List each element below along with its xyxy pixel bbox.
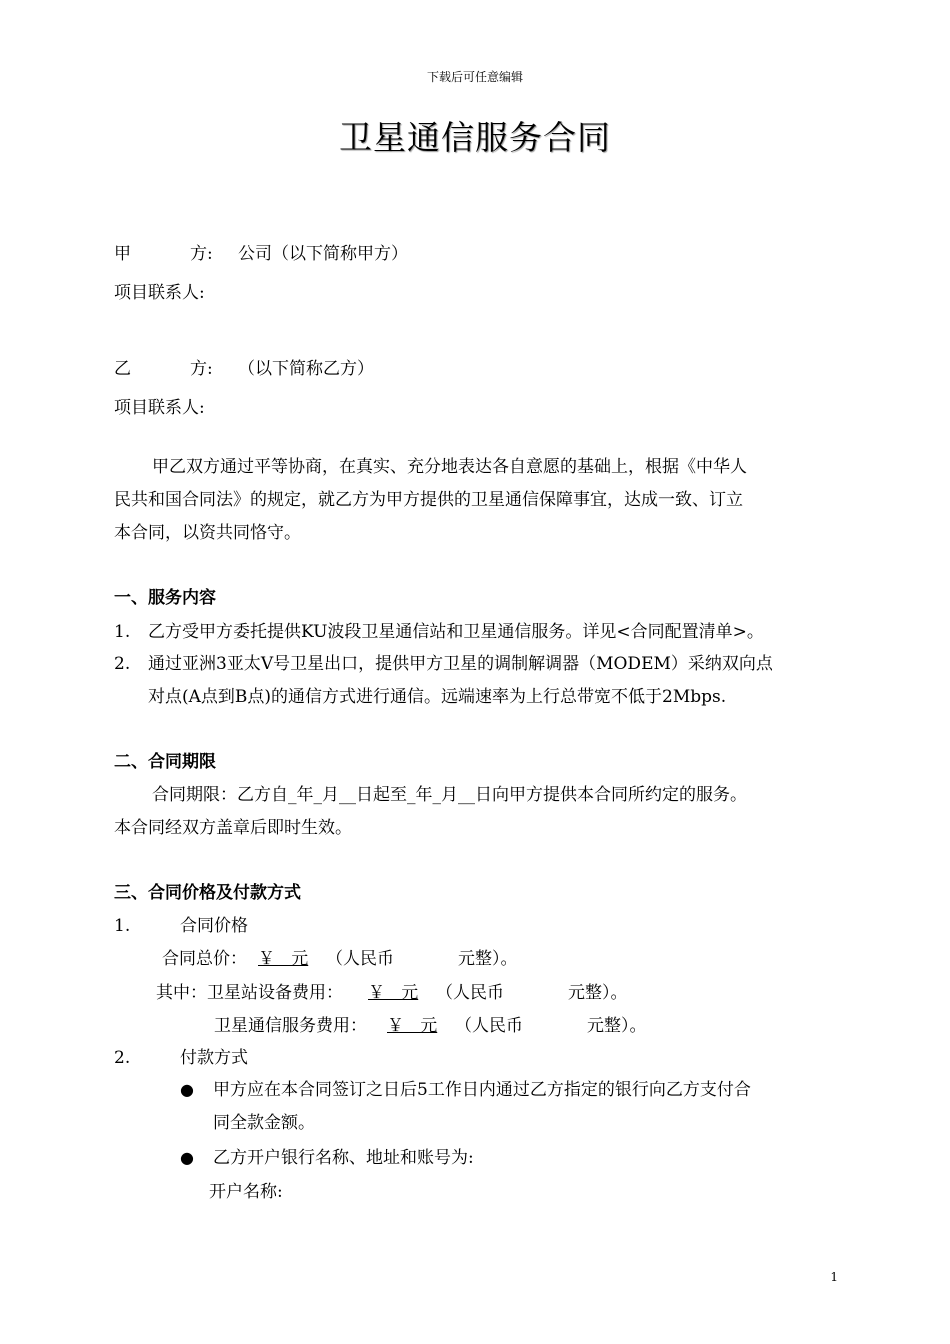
section-3-sub-1-number: 1.	[114, 916, 131, 936]
service-fee-rmb: （人民币	[455, 1016, 523, 1036]
section-1-item-1-number: 1.	[114, 622, 131, 642]
party-a-name: 公司（以下简称甲方）	[238, 244, 408, 264]
party-a-label-char2: 方:	[190, 244, 213, 264]
account-name-label: 开户名称:	[209, 1182, 283, 1202]
party-b-label-char1: 乙	[114, 359, 131, 379]
service-fee-amount: ￥ 元	[387, 1016, 438, 1036]
party-a-label-char1: 甲	[114, 244, 131, 264]
section-3-sub-1-title: 合同价格	[180, 916, 248, 936]
total-price-amount: ￥ 元	[258, 949, 309, 969]
page-number: 1	[830, 1270, 838, 1284]
section-1-item-2-line-1: 通过亚洲3亚太V号卫星出口，提供甲方卫星的调制解调器（MODEM）采纳双向点	[148, 654, 773, 674]
payment-bullet-1-line-2: 同全款金额。	[213, 1113, 315, 1133]
section-1-item-1-text: 乙方受甲方委托提供KU波段卫星通信站和卫星通信服务。详见<合同配置清单>。	[148, 622, 764, 642]
page-header-note: 下载后可任意编辑	[426, 70, 523, 84]
equipment-fee-rmb: （人民币	[436, 983, 504, 1003]
section-3-sub-2-title: 付款方式	[180, 1048, 248, 1068]
document-title: 卫星通信服务合同	[339, 118, 611, 157]
section-1-item-2-line-2: 对点(A点到B点)的通信方式进行通信。远端速率为上行总带宽不低于2Mbps.	[148, 687, 727, 707]
section-1-item-2-number: 2.	[114, 654, 131, 674]
section-1-heading: 一、服务内容	[114, 588, 216, 608]
party-b-name: （以下简称乙方）	[238, 359, 374, 379]
section-3-heading: 三、合同价格及付款方式	[114, 883, 301, 903]
party-a-contact-label: 项目联系人:	[114, 283, 205, 303]
total-price-end: 元整）。	[458, 949, 518, 969]
payment-bullet-1-line-1: 甲方应在本合同签订之日后5工作日内通过乙方指定的银行向乙方支付合	[213, 1080, 751, 1100]
equipment-fee-label: 其中：卫星站设备费用：	[156, 983, 343, 1003]
total-price-rmb: （人民币	[326, 949, 394, 969]
payment-bullet-2-line-1: 乙方开户银行名称、地址和账号为:	[213, 1148, 474, 1168]
intro-line-3: 本合同，以资共同恪守。	[114, 523, 301, 543]
equipment-fee-end: 元整）。	[568, 983, 628, 1003]
section-2-heading: 二、合同期限	[114, 752, 216, 772]
service-fee-label: 卫星通信服务费用：	[214, 1016, 367, 1036]
section-2-line-2: 本合同经双方盖章后即时生效。	[114, 818, 352, 838]
bullet-dot-icon: ●	[180, 1080, 194, 1099]
service-fee-end: 元整）。	[587, 1016, 647, 1036]
intro-line-1: 甲乙双方通过平等协商，在真实、充分地表达各自意愿的基础上，根据《中华人	[152, 457, 747, 477]
section-2-line-1: 合同期限：乙方自_年_月__日起至_年_月__日向甲方提供本合同所约定的服务。	[152, 785, 747, 805]
intro-line-2: 民共和国合同法》的规定，就乙方为甲方提供的卫星通信保障事宜，达成一致、订立	[114, 490, 743, 510]
total-price-label: 合同总价：	[162, 949, 247, 969]
equipment-fee-amount: ￥ 元	[368, 983, 419, 1003]
party-b-contact-label: 项目联系人:	[114, 398, 205, 418]
bullet-dot-icon: ●	[180, 1148, 194, 1167]
party-b-label-char2: 方:	[190, 359, 213, 379]
section-3-sub-2-number: 2.	[114, 1048, 131, 1068]
